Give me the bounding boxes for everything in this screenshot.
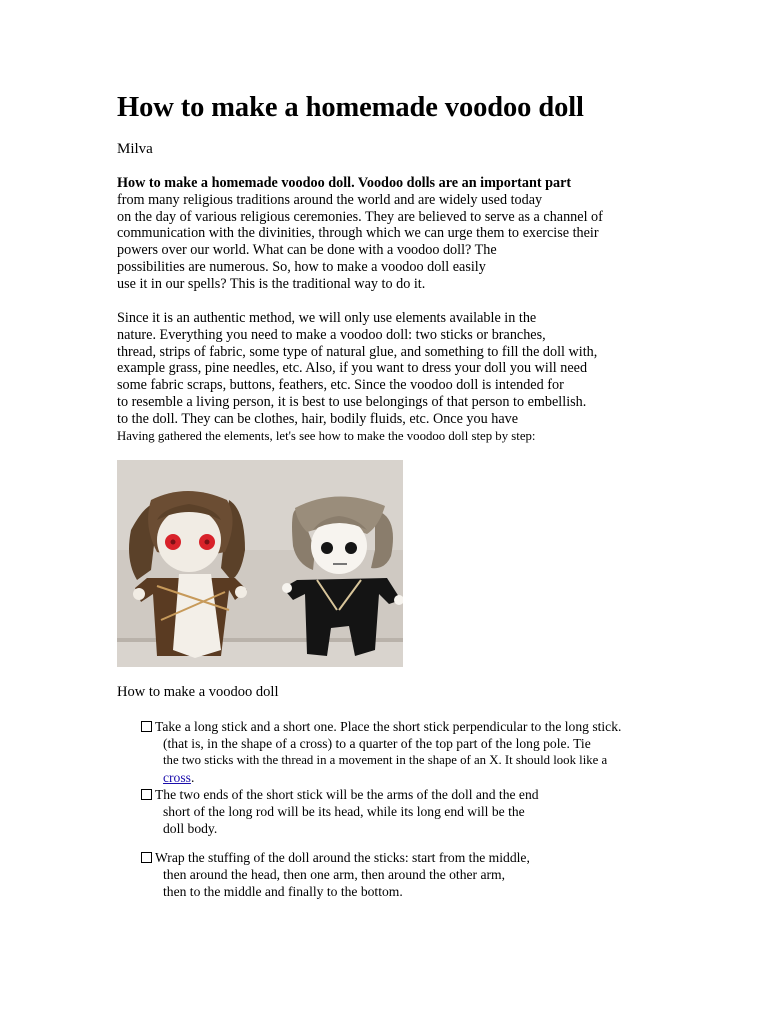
step-text: the two sticks with the thread in a movement in the shape of an X. It should look like a	[163, 753, 608, 767]
step-item	[141, 786, 539, 837]
materials-paragraph	[117, 310, 597, 444]
step-first-line	[141, 718, 621, 735]
step-text: .	[190, 770, 195, 785]
intro-line: from many religious traditions around the world and are widely used today	[117, 191, 543, 208]
materials-line: nature. Everything you need to make a voodoo doll: two sticks or branches,	[117, 326, 546, 343]
step-first-line	[141, 786, 539, 803]
step-text: Take a long stick and a short one. Place the short stick perpendicular to the long stick.	[155, 719, 622, 734]
intro-line: powers over our world. What can be done with a voodoo doll? The	[117, 242, 497, 259]
intro-line: communication with the divinities, through which we can urge them to exercise their	[117, 225, 599, 242]
step-text: Wrap the stuffing of the doll around the sticks: start from the middle,	[155, 850, 530, 865]
materials-line: thread, strips of fabric, some type of natural glue, and something to fill the doll with,	[117, 343, 598, 360]
intro-line: use it in our spells? This is the traditional way to do it.	[117, 275, 426, 292]
step-first-line	[141, 849, 530, 866]
intro-bold-line: How to make a homemade voodoo doll. Voodoo dolls are an important part	[117, 175, 572, 191]
step-text: then around the head, then one arm, then around the other arm,	[163, 867, 505, 882]
step-text: (that is, in the shape of a cross) to a quarter of the top part of the long pole. Tie	[163, 736, 591, 751]
materials-line: some fabric scraps, buttons, feathers, etc. Since the voodoo doll is intended for	[117, 377, 564, 394]
author: Milva	[117, 141, 153, 157]
materials-line: Since it is an authentic method, we will only use elements available in the	[117, 310, 537, 326]
intro-line: on the day of various religious ceremonies. They are believed to serve as a channel of	[117, 208, 603, 225]
materials-line: to the doll. They can be clothes, hair, bodily fluids, etc. Once you have	[117, 410, 519, 427]
intro-paragraph	[117, 175, 603, 293]
step-link-line	[141, 769, 621, 786]
checkbox-bullet-icon	[141, 789, 152, 800]
materials-small-line: Having gathered the elements, let's see how to make the voodoo doll step by step:	[117, 428, 536, 443]
step-item	[141, 849, 530, 900]
materials-line: to resemble a living person, it is best to use belongings of that person to embellish.	[117, 393, 587, 410]
step-text: then to the middle and finally to the bottom.	[163, 884, 403, 899]
photo-caption: How to make a voodoo doll	[117, 684, 279, 700]
checkbox-bullet-icon	[141, 852, 152, 863]
step-text: short of the long rod will be its head, while its long end will be the	[163, 804, 525, 819]
voodoo-dolls-photo	[117, 460, 403, 667]
page-title: How to make a homemade voodoo doll	[117, 92, 584, 123]
step-item	[141, 718, 621, 786]
materials-line: example grass, pine needles, etc. Also, if you want to dress your doll you will need	[117, 360, 588, 377]
intro-line: possibilities are numerous. So, how to make a voodoo doll easily	[117, 258, 486, 275]
cross-link[interactable]: cross	[163, 770, 191, 785]
checkbox-bullet-icon	[141, 721, 152, 732]
step-text: The two ends of the short stick will be the arms of the doll and the end	[155, 787, 539, 802]
step-text: doll body.	[163, 821, 218, 836]
